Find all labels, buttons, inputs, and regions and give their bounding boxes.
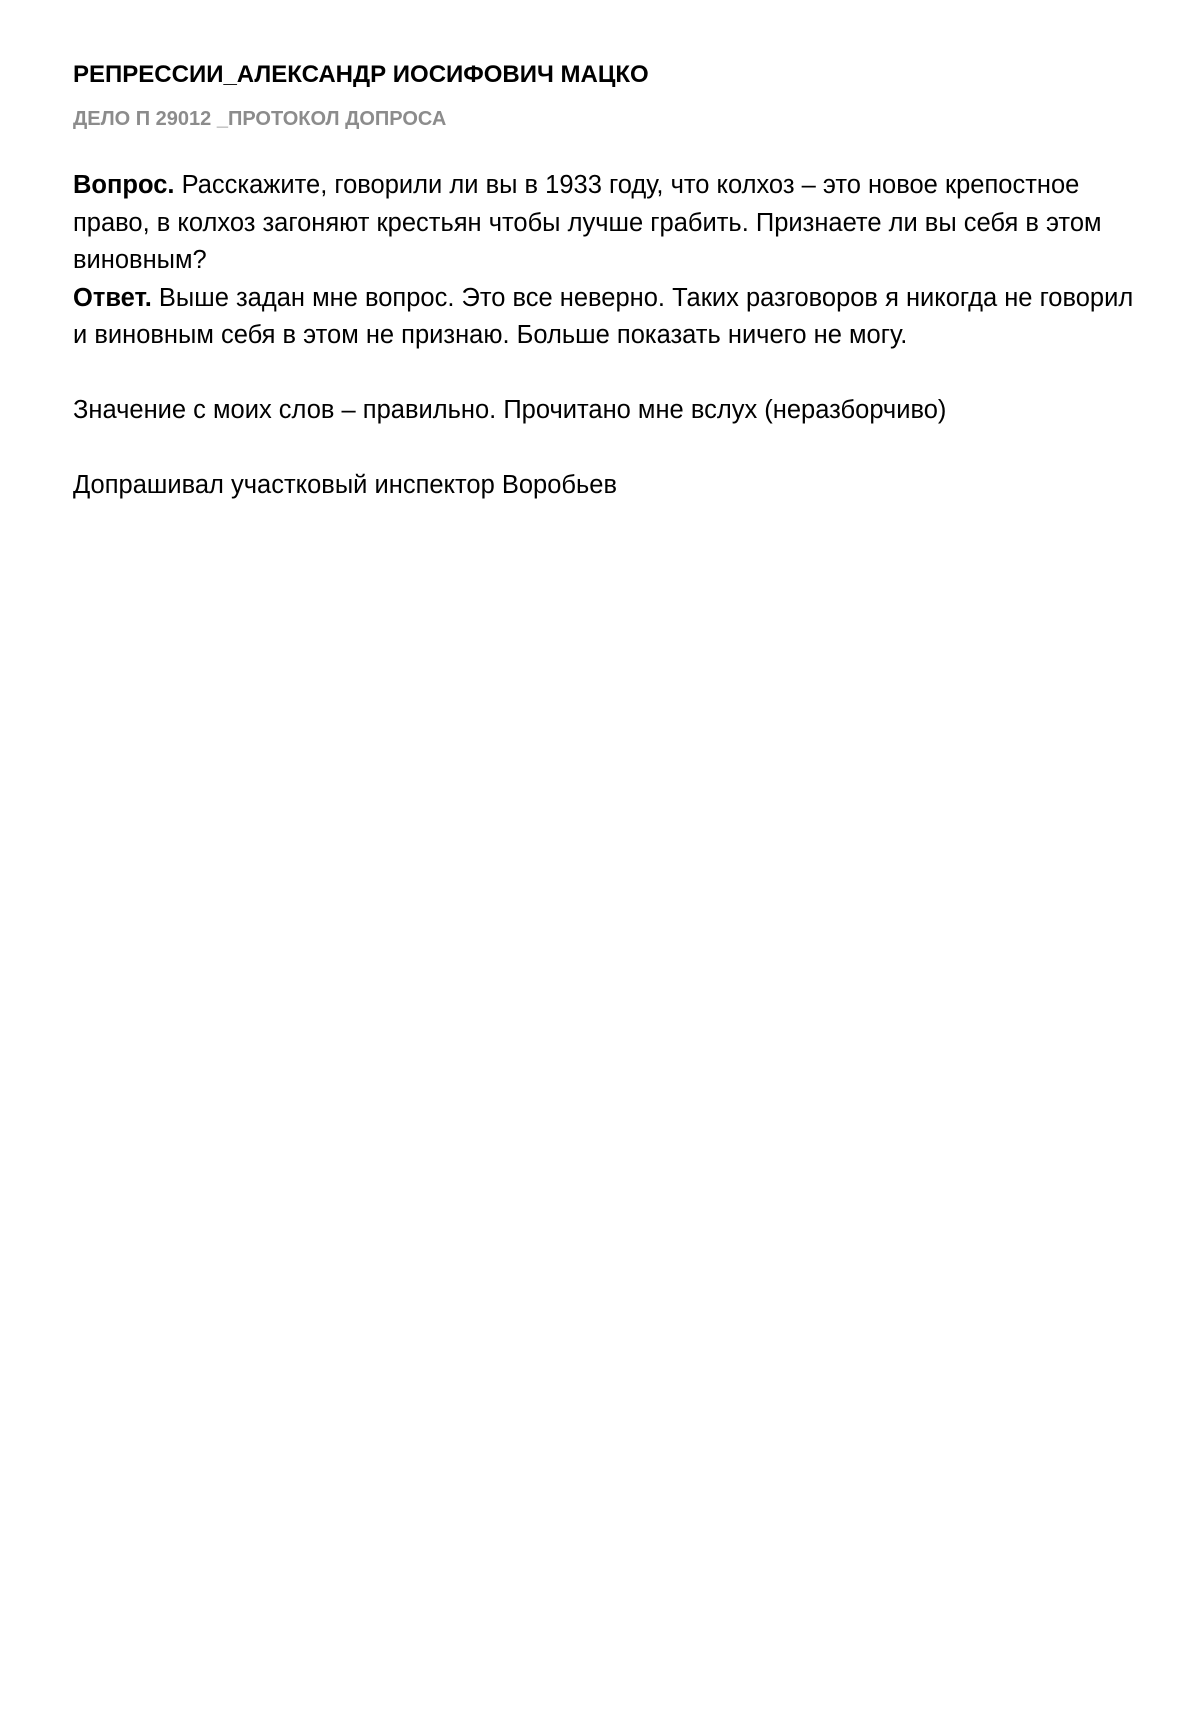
question-text: Расскажите, говорили ли вы в 1933 году, что колхоз – это новое крепостное право, в колхоз загоняют крестьян чтобы лучше грабить. Признаете ли вы себя в этом виновным? bbox=[73, 171, 1102, 274]
document-subtitle: ДЕЛО П 29012 _ПРОТОКОЛ ДОПРОСА bbox=[73, 108, 447, 130]
question-label: Вопрос. bbox=[73, 171, 175, 199]
question-paragraph bbox=[73, 167, 1153, 280]
document-title: РЕПРЕССИИ_АЛЕКСАНДР ИОСИФОВИЧ МАЦКО bbox=[73, 61, 649, 88]
answer-label: Ответ. bbox=[73, 283, 152, 312]
document-page bbox=[73, 58, 1153, 505]
answer-text: Выше задан мне вопрос. Это все неверно. Таких разговоров я никогда не говорил и виновным себя в этом не признаю. Больше показать ничего не могу. bbox=[73, 283, 1134, 349]
paragraph-spacer bbox=[73, 355, 1153, 393]
paragraph-spacer bbox=[73, 430, 1153, 468]
answer-paragraph bbox=[73, 280, 1153, 355]
interrogator-text: Допрашивал участковый инспектор Воробьев bbox=[73, 471, 618, 499]
document-body bbox=[73, 167, 1153, 505]
confirmation-text: Значение с моих слов – правильно. Прочитано мне вслух (неразборчиво) bbox=[73, 396, 947, 424]
